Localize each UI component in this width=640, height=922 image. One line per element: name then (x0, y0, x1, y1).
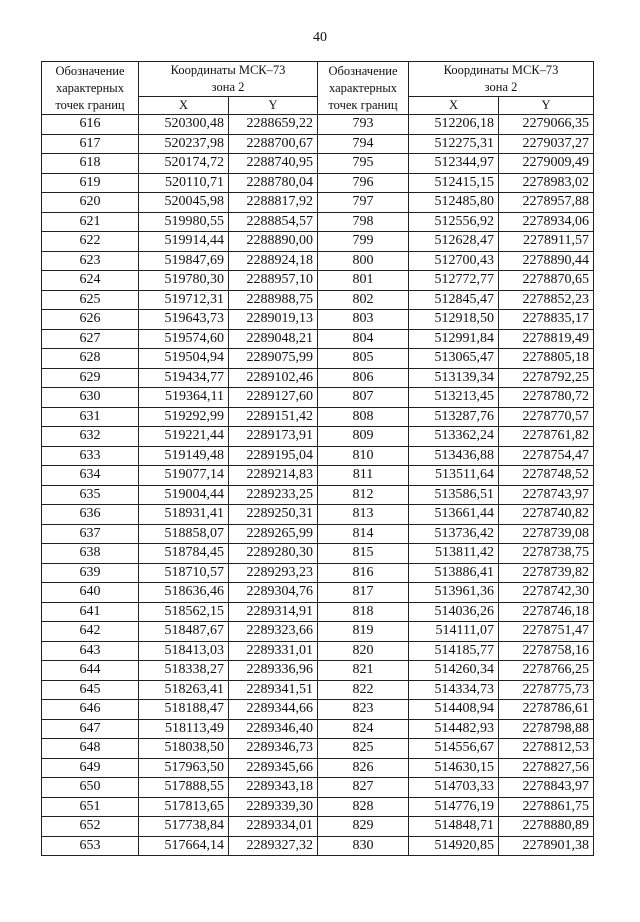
point-id-left: 621 (42, 212, 139, 232)
x-left: 519980,55 (139, 212, 229, 232)
y-right: 2278746,18 (499, 602, 594, 622)
y-left: 2289327,32 (229, 836, 318, 856)
table-row (42, 154, 594, 174)
x-left: 519574,60 (139, 329, 229, 349)
y-left: 2289304,76 (229, 583, 318, 603)
y-right: 2278843,97 (499, 778, 594, 798)
point-id-right: 819 (318, 622, 409, 642)
table-row (42, 700, 594, 720)
point-id-left: 641 (42, 602, 139, 622)
point-id-left: 634 (42, 466, 139, 486)
y-right: 2278770,57 (499, 407, 594, 427)
x-right: 512628,47 (409, 232, 499, 252)
coords-header-right: Координаты МСК–73 зона 2 (409, 62, 594, 97)
x-right: 514920,85 (409, 836, 499, 856)
table-row (42, 368, 594, 388)
table-row (42, 739, 594, 759)
point-id-left: 653 (42, 836, 139, 856)
point-id-right: 797 (318, 193, 409, 213)
x-left: 519504,94 (139, 349, 229, 369)
x-right: 513287,76 (409, 407, 499, 427)
point-id-right: 801 (318, 271, 409, 291)
x-left: 519077,14 (139, 466, 229, 486)
y-right: 2278751,47 (499, 622, 594, 642)
y-left: 2288700,67 (229, 134, 318, 154)
x-right: 512344,97 (409, 154, 499, 174)
table-row (42, 134, 594, 154)
point-id-left: 625 (42, 290, 139, 310)
x-left: 517738,84 (139, 817, 229, 837)
y-left: 2289173,91 (229, 427, 318, 447)
x-left: 518487,67 (139, 622, 229, 642)
point-id-right: 804 (318, 329, 409, 349)
x-right: 513886,41 (409, 563, 499, 583)
y-left: 2289019,13 (229, 310, 318, 330)
y-left: 2289331,01 (229, 641, 318, 661)
x-left: 517813,65 (139, 797, 229, 817)
y-right: 2278766,25 (499, 661, 594, 681)
x-header-right: X (409, 97, 499, 115)
table-row (42, 329, 594, 349)
point-id-left: 622 (42, 232, 139, 252)
point-id-right: 822 (318, 680, 409, 700)
x-left: 518931,41 (139, 505, 229, 525)
y-right: 2278852,23 (499, 290, 594, 310)
x-left: 518636,46 (139, 583, 229, 603)
y-left: 2289214,83 (229, 466, 318, 486)
table-row (42, 193, 594, 213)
y-right: 2278934,06 (499, 212, 594, 232)
x-right: 514111,07 (409, 622, 499, 642)
x-left: 519712,31 (139, 290, 229, 310)
table-row (42, 641, 594, 661)
point-id-left: 618 (42, 154, 139, 174)
point-id-right: 816 (318, 563, 409, 583)
table-row (42, 602, 594, 622)
point-id-left: 636 (42, 505, 139, 525)
y-left: 2289314,91 (229, 602, 318, 622)
point-id-left: 647 (42, 719, 139, 739)
point-id-right: 818 (318, 602, 409, 622)
y-right: 2278812,53 (499, 739, 594, 759)
point-id-left: 627 (42, 329, 139, 349)
y-right: 2278870,65 (499, 271, 594, 291)
coordinates-table (41, 61, 594, 856)
x-left: 519292,99 (139, 407, 229, 427)
y-left: 2289343,18 (229, 778, 318, 798)
x-right: 512485,80 (409, 193, 499, 213)
y-left: 2289048,21 (229, 329, 318, 349)
y-left: 2288957,10 (229, 271, 318, 291)
x-left: 518188,47 (139, 700, 229, 720)
x-right: 514185,77 (409, 641, 499, 661)
table-row (42, 817, 594, 837)
point-id-left: 619 (42, 173, 139, 193)
y-left: 2289265,99 (229, 524, 318, 544)
table-row (42, 836, 594, 856)
point-id-right: 829 (318, 817, 409, 837)
x-right: 512918,50 (409, 310, 499, 330)
y-right: 2279009,49 (499, 154, 594, 174)
x-left: 520110,71 (139, 173, 229, 193)
point-id-right: 826 (318, 758, 409, 778)
y-header-left: Y (229, 97, 318, 115)
y-right: 2278983,02 (499, 173, 594, 193)
table-row (42, 680, 594, 700)
x-left: 518413,03 (139, 641, 229, 661)
y-left: 2288854,57 (229, 212, 318, 232)
point-id-right: 808 (318, 407, 409, 427)
point-id-left: 643 (42, 641, 139, 661)
y-left: 2289339,30 (229, 797, 318, 817)
y-left: 2289195,04 (229, 446, 318, 466)
table-row (42, 212, 594, 232)
table-row (42, 173, 594, 193)
y-right: 2279037,27 (499, 134, 594, 154)
y-right: 2278957,88 (499, 193, 594, 213)
y-left: 2289233,25 (229, 485, 318, 505)
y-left: 2289334,01 (229, 817, 318, 837)
table-row (42, 407, 594, 427)
x-left: 518113,49 (139, 719, 229, 739)
x-right: 514556,67 (409, 739, 499, 759)
x-left: 518263,41 (139, 680, 229, 700)
x-right: 514260,34 (409, 661, 499, 681)
table-row (42, 232, 594, 252)
y-right: 2278890,44 (499, 251, 594, 271)
point-id-left: 637 (42, 524, 139, 544)
table-row (42, 349, 594, 369)
point-id-left: 645 (42, 680, 139, 700)
x-right: 514408,94 (409, 700, 499, 720)
y-right: 2278739,82 (499, 563, 594, 583)
point-id-left: 635 (42, 485, 139, 505)
table-row (42, 778, 594, 798)
point-id-right: 812 (318, 485, 409, 505)
point-id-left: 630 (42, 388, 139, 408)
point-id-left: 648 (42, 739, 139, 759)
point-id-right: 795 (318, 154, 409, 174)
point-id-right: 824 (318, 719, 409, 739)
y-right: 2278743,97 (499, 485, 594, 505)
y-left: 2289075,99 (229, 349, 318, 369)
y-left: 2289345,66 (229, 758, 318, 778)
y-left: 2288659,22 (229, 115, 318, 135)
y-right: 2278786,61 (499, 700, 594, 720)
x-right: 512556,92 (409, 212, 499, 232)
point-id-left: 651 (42, 797, 139, 817)
table-row (42, 583, 594, 603)
table-row (42, 719, 594, 739)
y-right: 2278792,25 (499, 368, 594, 388)
x-left: 517664,14 (139, 836, 229, 856)
y-left: 2289127,60 (229, 388, 318, 408)
point-id-left: 646 (42, 700, 139, 720)
x-left: 518338,27 (139, 661, 229, 681)
point-id-right: 800 (318, 251, 409, 271)
x-left: 519221,44 (139, 427, 229, 447)
point-id-left: 626 (42, 310, 139, 330)
point-id-right: 813 (318, 505, 409, 525)
point-id-right: 806 (318, 368, 409, 388)
y-left: 2289102,46 (229, 368, 318, 388)
y-left: 2289346,40 (229, 719, 318, 739)
x-left: 519914,44 (139, 232, 229, 252)
x-right: 513139,34 (409, 368, 499, 388)
x-right: 512991,84 (409, 329, 499, 349)
table-row (42, 797, 594, 817)
x-left: 518562,15 (139, 602, 229, 622)
y-right: 2278880,89 (499, 817, 594, 837)
point-id-right: 827 (318, 778, 409, 798)
x-left: 518784,45 (139, 544, 229, 564)
table-row (42, 388, 594, 408)
y-right: 2278775,73 (499, 680, 594, 700)
table-row (42, 505, 594, 525)
point-id-left: 620 (42, 193, 139, 213)
y-left: 2289336,96 (229, 661, 318, 681)
x-left: 518710,57 (139, 563, 229, 583)
point-id-right: 793 (318, 115, 409, 135)
table-row (42, 485, 594, 505)
y-right: 2278761,82 (499, 427, 594, 447)
page-number: 40 (313, 30, 327, 45)
y-right: 2278911,57 (499, 232, 594, 252)
y-left: 2289341,51 (229, 680, 318, 700)
point-id-right: 810 (318, 446, 409, 466)
y-right: 2278739,08 (499, 524, 594, 544)
x-right: 512845,47 (409, 290, 499, 310)
y-left: 2289151,42 (229, 407, 318, 427)
table-row (42, 622, 594, 642)
table-row (42, 290, 594, 310)
point-id-left: 638 (42, 544, 139, 564)
point-id-right: 823 (318, 700, 409, 720)
x-right: 513213,45 (409, 388, 499, 408)
x-right: 514334,73 (409, 680, 499, 700)
point-id-left: 623 (42, 251, 139, 271)
x-right: 514482,93 (409, 719, 499, 739)
x-right: 512700,43 (409, 251, 499, 271)
x-right: 514776,19 (409, 797, 499, 817)
y-left: 2289280,30 (229, 544, 318, 564)
point-id-right: 794 (318, 134, 409, 154)
point-id-right: 821 (318, 661, 409, 681)
point-id-left: 632 (42, 427, 139, 447)
x-right: 513511,64 (409, 466, 499, 486)
x-left: 520237,98 (139, 134, 229, 154)
x-right: 512772,77 (409, 271, 499, 291)
table-row (42, 271, 594, 291)
point-id-left: 650 (42, 778, 139, 798)
point-id-right: 830 (318, 836, 409, 856)
x-right: 512415,15 (409, 173, 499, 193)
y-right: 2278742,30 (499, 583, 594, 603)
x-right: 513586,51 (409, 485, 499, 505)
x-left: 517888,55 (139, 778, 229, 798)
point-id-right: 817 (318, 583, 409, 603)
x-right: 513065,47 (409, 349, 499, 369)
y-left: 2289323,66 (229, 622, 318, 642)
coords-header-left: Координаты МСК–73 зона 2 (139, 62, 318, 97)
point-id-right: 798 (318, 212, 409, 232)
point-id-left: 616 (42, 115, 139, 135)
y-left: 2288988,75 (229, 290, 318, 310)
table-row (42, 563, 594, 583)
point-id-right: 814 (318, 524, 409, 544)
y-right: 2278861,75 (499, 797, 594, 817)
table-row (42, 427, 594, 447)
y-right: 2278798,88 (499, 719, 594, 739)
table-row (42, 251, 594, 271)
y-header-right: Y (499, 97, 594, 115)
y-right: 2278740,82 (499, 505, 594, 525)
y-right: 2278738,75 (499, 544, 594, 564)
x-left: 519643,73 (139, 310, 229, 330)
y-left: 2288890,00 (229, 232, 318, 252)
point-id-right: 815 (318, 544, 409, 564)
x-left: 518038,50 (139, 739, 229, 759)
x-left: 517963,50 (139, 758, 229, 778)
point-id-left: 640 (42, 583, 139, 603)
y-right: 2278805,18 (499, 349, 594, 369)
y-right: 2279066,35 (499, 115, 594, 135)
y-right: 2278835,17 (499, 310, 594, 330)
x-left: 519149,48 (139, 446, 229, 466)
table-row (42, 544, 594, 564)
point-id-left: 617 (42, 134, 139, 154)
point-id-right: 799 (318, 232, 409, 252)
table-row (42, 758, 594, 778)
x-right: 513661,44 (409, 505, 499, 525)
table-row (42, 524, 594, 544)
point-id-right: 805 (318, 349, 409, 369)
point-id-left: 639 (42, 563, 139, 583)
x-left: 519004,44 (139, 485, 229, 505)
x-right: 514703,33 (409, 778, 499, 798)
point-id-left: 644 (42, 661, 139, 681)
table-row (42, 446, 594, 466)
x-right: 513961,36 (409, 583, 499, 603)
x-left: 519847,69 (139, 251, 229, 271)
point-id-right: 807 (318, 388, 409, 408)
y-left: 2288740,95 (229, 154, 318, 174)
x-right: 514630,15 (409, 758, 499, 778)
point-id-left: 624 (42, 271, 139, 291)
designation-header-right: Обозначение характерных точек границ (318, 62, 409, 115)
x-right: 513736,42 (409, 524, 499, 544)
point-id-right: 825 (318, 739, 409, 759)
point-id-left: 628 (42, 349, 139, 369)
x-right: 513811,42 (409, 544, 499, 564)
y-left: 2289293,23 (229, 563, 318, 583)
table-row (42, 661, 594, 681)
point-id-left: 642 (42, 622, 139, 642)
y-left: 2289250,31 (229, 505, 318, 525)
point-id-right: 811 (318, 466, 409, 486)
designation-header-left: Обозначение характерных точек границ (42, 62, 139, 115)
x-right: 513436,88 (409, 446, 499, 466)
y-right: 2278758,16 (499, 641, 594, 661)
x-right: 512206,18 (409, 115, 499, 135)
x-left: 520174,72 (139, 154, 229, 174)
x-header-left: X (139, 97, 229, 115)
point-id-right: 803 (318, 310, 409, 330)
x-right: 514036,26 (409, 602, 499, 622)
y-left: 2289344,66 (229, 700, 318, 720)
y-right: 2278819,49 (499, 329, 594, 349)
x-left: 519434,77 (139, 368, 229, 388)
table-row (42, 115, 594, 135)
y-left: 2288817,92 (229, 193, 318, 213)
x-left: 519364,11 (139, 388, 229, 408)
x-right: 514848,71 (409, 817, 499, 837)
y-right: 2278748,52 (499, 466, 594, 486)
x-right: 512275,31 (409, 134, 499, 154)
y-right: 2278780,72 (499, 388, 594, 408)
point-id-right: 796 (318, 173, 409, 193)
y-left: 2288924,18 (229, 251, 318, 271)
point-id-left: 649 (42, 758, 139, 778)
x-right: 513362,24 (409, 427, 499, 447)
x-left: 520300,48 (139, 115, 229, 135)
y-right: 2278754,47 (499, 446, 594, 466)
point-id-right: 820 (318, 641, 409, 661)
x-left: 519780,30 (139, 271, 229, 291)
point-id-right: 828 (318, 797, 409, 817)
y-left: 2289346,73 (229, 739, 318, 759)
point-id-left: 633 (42, 446, 139, 466)
point-id-right: 802 (318, 290, 409, 310)
point-id-left: 629 (42, 368, 139, 388)
y-right: 2278827,56 (499, 758, 594, 778)
x-left: 520045,98 (139, 193, 229, 213)
point-id-left: 652 (42, 817, 139, 837)
y-left: 2288780,04 (229, 173, 318, 193)
point-id-left: 631 (42, 407, 139, 427)
table-row (42, 466, 594, 486)
y-right: 2278901,38 (499, 836, 594, 856)
x-left: 518858,07 (139, 524, 229, 544)
table-row (42, 310, 594, 330)
point-id-right: 809 (318, 427, 409, 447)
